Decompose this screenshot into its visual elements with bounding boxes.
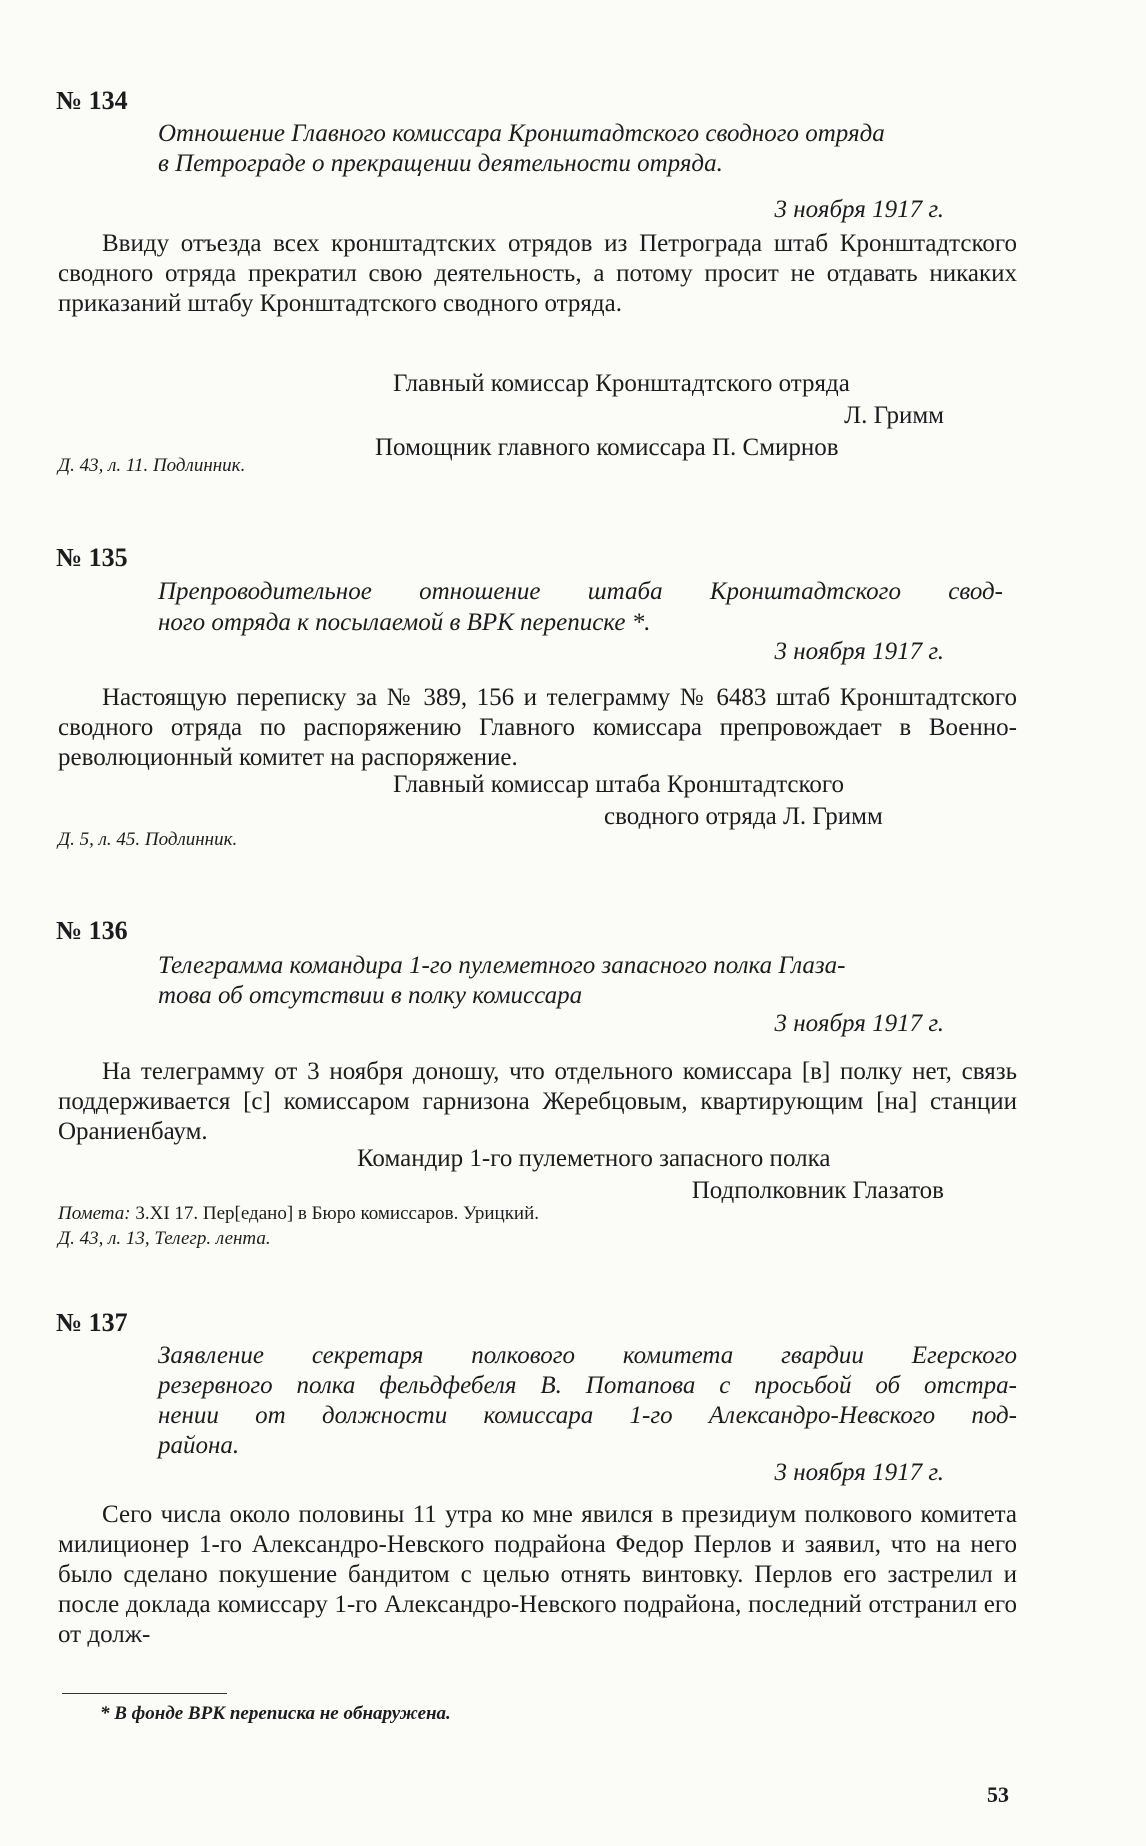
doc-137-body: Сего числа около половины 11 утра ко мне явился в президиум полкового комитета милиционер 1-го Александро-Невского подрайона Федор Перлов и заявил, что на него было сделано покушение бандитом с целью отнять винтовку. Перлов его застрелил и после доклада комиссару 1-го Александро-Невского подрайона, последний отстранил его от долж- <box>58 1501 1017 1648</box>
doc-136-note <box>58 1203 539 1225</box>
doc-135-signature-name: сводного отряда Л. Гримм <box>604 803 883 830</box>
doc-136-note-text: 3.XI 17. Пер[едано] в Бюро комиссаров. Урицкий. <box>130 1203 540 1224</box>
footnote-divider <box>62 1693 227 1694</box>
doc-135-date: 3 ноября 1917 г. <box>774 638 944 665</box>
doc-136-title-line1: Телеграмма командира 1-го пулеметного запасного полка Глаза- <box>158 952 846 979</box>
doc-136-body: На телеграмму от 3 ноября доношу, что отдельного комиссара [в] полку нет, связь поддерживается [с] комиссаром гарнизона Жеребцовым, квартирующим [на] станции Ораниенбаум. <box>58 1058 1017 1145</box>
doc-136-date: 3 ноября 1917 г. <box>774 1010 944 1037</box>
doc-136-signature-name: Подполковник Глазатов <box>691 1177 944 1204</box>
doc-137-title-line1: Заявление секретаря полкового комитета гвардии Егерского <box>158 1342 1017 1369</box>
doc-137-date: 3 ноября 1917 г. <box>774 1459 944 1486</box>
doc-135-signature-title: Главный комиссар штаба Кронштадтского <box>393 771 845 798</box>
doc-134-number: № 134 <box>56 86 128 115</box>
doc-135-number: № 135 <box>56 543 128 572</box>
doc-137-title-line3: нении от должности комиссара 1-го Александро-Невского под- <box>158 1402 1017 1429</box>
doc-136-number: № 136 <box>56 916 128 945</box>
doc-136-title-line2: това об отсутствии в полку комиссара <box>158 982 583 1009</box>
doc-137-number: № 137 <box>56 1308 128 1337</box>
doc-135-title-line2: ного отряда к посылаемой в ВРК переписке *. <box>158 609 651 636</box>
page-number: 53 <box>987 1782 1009 1807</box>
doc-136-note-label: Помета: <box>58 1203 131 1224</box>
doc-134-body: Ввиду отъезда всех кронштадтских отрядов из Петрограда штаб Кронштадтского сводного отряда прекратил свою деятельность, а потому просит не отдавать никаких приказаний штабу Кронштадтского сводного отряда. <box>58 230 1017 317</box>
doc-134-signature-assistant: Помощник главного комиссара П. Смирнов <box>375 434 839 461</box>
doc-134-title-line1: Отношение Главного комиссара Кронштадтского сводного отряда <box>158 120 885 147</box>
doc-137-title-line2: резервного полка фельдфебеля В. Потапова с просьбой об отстра- <box>158 1372 1017 1399</box>
doc-134-date: 3 ноября 1917 г. <box>774 196 944 223</box>
doc-136-source: Д. 43, л. 13, Телегр. лента. <box>58 1228 271 1249</box>
doc-134-source: Д. 43, л. 11. Подлинник. <box>58 455 246 476</box>
doc-136-signature-title: Командир 1-го пулеметного запасного полка <box>357 1145 831 1172</box>
doc-134-signature-title: Главный комиссар Кронштадтского отряда <box>393 370 850 397</box>
doc-137-title-line4: района. <box>158 1432 240 1459</box>
doc-135-title-line1: Препроводительное отношение штаба Кронштадтского свод- <box>158 578 1003 605</box>
doc-134-title-line2: в Петрограде о прекращении деятельности отряда. <box>158 150 723 177</box>
footnote: * В фонде ВРК переписка не обнаружена. <box>100 1703 451 1724</box>
doc-135-source: Д. 5, л. 45. Подлинник. <box>58 829 238 850</box>
doc-135-body: Настоящую переписку за № 389, 156 и телеграмму № 6483 штаб Кронштадтского сводного отряда по распоряжению Главного комиссара препровождает в Военно-революционный комитет на распоряжение. <box>58 684 1017 771</box>
doc-134-signature-name: Л. Гримм <box>844 402 944 429</box>
